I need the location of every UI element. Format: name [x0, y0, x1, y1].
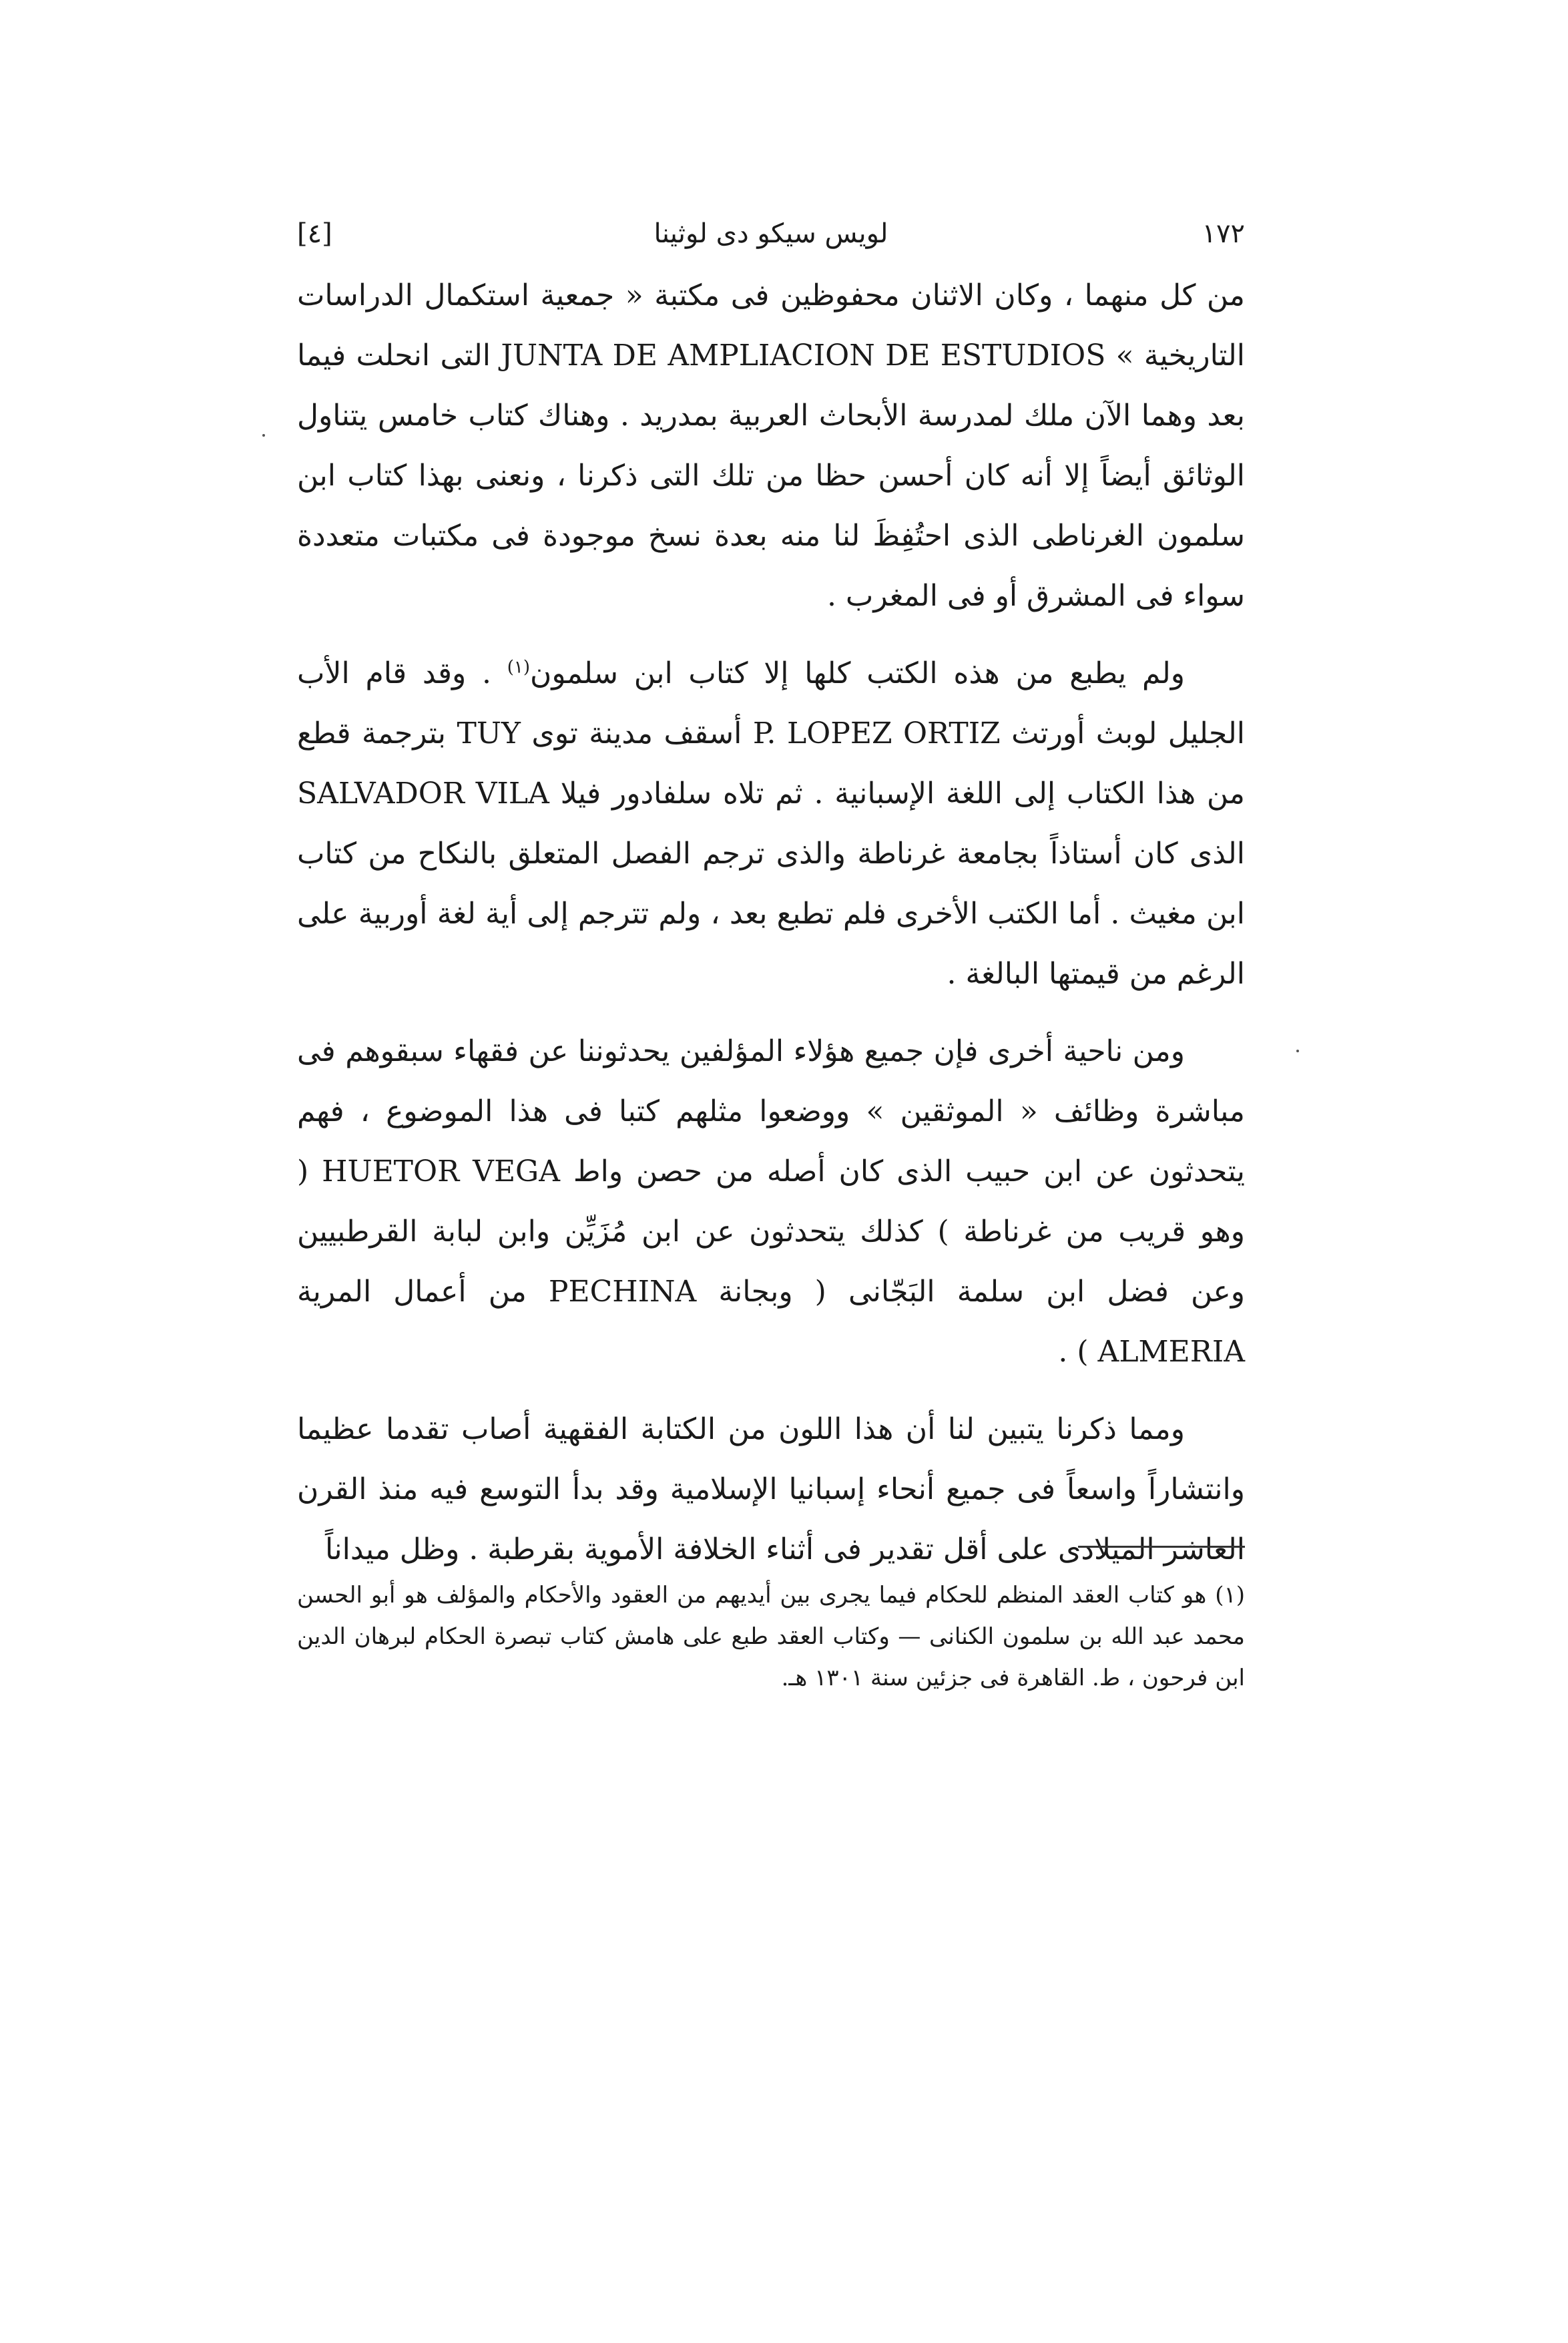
section-marker: [٤]: [297, 218, 332, 249]
page-number: ١٧٢: [1202, 218, 1245, 249]
margin-mark: [1296, 1050, 1299, 1052]
footnotes: [297, 1574, 1245, 1699]
page-header: [297, 212, 1245, 255]
footnote-separator: [1078, 1546, 1245, 1548]
paragraph-text: ولم يطبع من هذه الكتب كلها إلا كتاب ابن سلمون: [530, 656, 1185, 690]
paragraph: ومما ذكرنا يتبين لنا أن هذا اللون من الكتابة الفقهية أصاب تقدما عظيما وانتشاراً واسعاً فى جميع أنحاء إسبانيا الإسلامية وقد بدأ التوسع فيه منذ القرن العاشر الميلادى على أقل تقدير فى أثناء الخلافة الأموية بقرطبة . وظل ميداناً: [297, 1412, 1245, 1566]
running-title: لويس سيكو دى لوثينا: [654, 218, 888, 249]
paragraph: من كل منهما ، وكان الاثنان محفوظين فى مكتبة « جمعية استكمال الدراسات التاريخية » JUNTA DE AMPLIACION DE ESTUDIOS التى انحلت فيما بعد وهما الآن ملك لمدرسة الأبحاث العربية بمدريد . وهناك كتاب خامس يتناول الوثائق أيضاً إلا أنه كان أحسن حظا من تلك التى ذكرنا ، ونعنى بهذا كتاب ابن سلمون الغرناطى الذى احتُفِظَ لنا منه بعدة نسخ موجودة فى مكتبات متعددة سواء فى المشرق أو فى المغرب .: [297, 278, 1245, 613]
body-text: [297, 266, 1245, 1597]
paragraph: ومن ناحية أخرى فإن جميع هؤلاء المؤلفين يحدثوننا عن فقهاء سبقوهم فى مباشرة وظائف « الموثقين » ووضعوا مثلهم كتبا فى هذا الموضوع ، فهم يتحدثون عن ابن حبيب الذى كان أصله من حصن واط HUETOR VEGA ( وهو قريب من غرناطة ) كذلك يتحدثون عن ابن مُزَيِّن وابن لبابة القرطبيين وعن فضل ابن سلمة البَجّانى ( وبجانة PECHINA من أعمال المرية ALMERIA ) .: [297, 1034, 1246, 1369]
footnote-reference: (١): [507, 657, 531, 678]
paragraph: [297, 644, 1245, 1004]
margin-mark: [262, 434, 265, 437]
paragraph-text: . وقد قام الأب الجليل لوبث أورتث P. LOPEZ ORTIZ أسقف مدينة توى TUY بترجمة قطع من هذا الكتاب إلى اللغة الإسبانية . ثم تلاه سلفادور فيلا SALVADOR VILA الذى كان أستاذاً بجامعة غرناطة والذى ترجم الفصل المتعلق بالنكاح من كتاب ابن مغيث . أما الكتب الأخرى فلم تطبع بعد ، ولم تترجم إلى أية لغة أوربية على الرغم من قيمتها البالغة .: [297, 656, 1246, 991]
footnote: (١) هو كتاب العقد المنظم للحكام فيما يجرى بين أيديهم من العقود والأحكام والمؤلف هو أبو الحسن محمد عبد الله بن سلمون الكنانى — وكتاب العقد طبع على هامش كتاب تبصرة الحكام لبرهان الدين ابن فرحون ، ط. القاهرة فى جزئين سنة ١٣٠١ هـ.: [297, 1582, 1245, 1691]
